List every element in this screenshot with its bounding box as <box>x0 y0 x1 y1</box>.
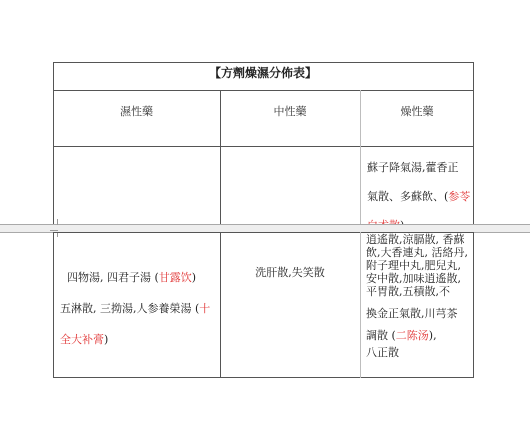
row2-neutral-cell: 洗肝散,失笑散 <box>255 266 325 279</box>
row1-dry-line2-red: 参苓 <box>448 190 471 203</box>
row2-wet-cell <box>60 262 218 355</box>
row2-wet-line3 <box>60 324 218 355</box>
crop-mark-left-horizontal <box>50 230 58 231</box>
header-dry: 燥性藥 <box>400 105 434 118</box>
row2-dry-line4: 安中散,加味逍遙散, <box>366 272 461 285</box>
row1-dry-line2-text: 氣散、多蘇飲、( <box>367 190 449 203</box>
row2-dry-line5: 平胃散,五積散,不 <box>366 285 450 298</box>
row2-wet-line2-text: 五淋散, 三拗湯,人参養榮湯 ( <box>60 302 200 315</box>
row2-wet-line1 <box>60 262 218 293</box>
row2-wet-line3-red: 全大补膏 <box>60 333 104 346</box>
row2-wet-line3-text: ) <box>104 333 109 346</box>
row2-dry-line2: 飲,大香連丸, 活絡丹, <box>366 246 468 259</box>
row2-dry-line1: 逍遙散,涼膈散, 香蘇 <box>366 233 465 246</box>
row2-dry-line3: 附子理中丸,肥兒丸, <box>366 259 461 272</box>
column-divider-1-bottom <box>220 232 221 378</box>
row2-dry-line6: 換金正氣散,川芎茶 <box>366 307 458 320</box>
row2-dry-line7 <box>366 329 472 342</box>
crop-mark-left-vertical <box>57 219 58 225</box>
header-divider <box>53 146 474 147</box>
page-break-top-edge <box>0 224 530 225</box>
column-divider-2-bottom <box>360 232 361 378</box>
row2-wet-line1-end: ) <box>191 271 197 284</box>
row2-wet-line1-red: 甘露饮 <box>158 271 192 284</box>
row2-dry-line7-text: 調散 ( <box>366 329 396 342</box>
row1-dry-line2 <box>367 182 471 211</box>
row2-dry-line7-end: ), <box>428 329 437 342</box>
title-divider <box>53 90 474 91</box>
table-title: 【方劑燥濕分佈表】 <box>208 66 317 80</box>
row2-dry-line7-red: 二陈汤 <box>395 329 429 342</box>
row2-dry-cell <box>366 233 472 359</box>
header-neutral: 中性藥 <box>273 105 307 118</box>
row2-dry-line8: 八正散 <box>366 346 399 359</box>
row2-wet-line2-red: 十 <box>199 302 211 315</box>
row2-wet-line2 <box>60 293 218 324</box>
row1-dry-line1: 蘇子降氣湯,藿香正 <box>367 161 459 174</box>
row2-wet-line1-text: 四物湯, 四君子湯 ( <box>67 271 159 284</box>
header-wet: 濕性藥 <box>120 105 153 118</box>
